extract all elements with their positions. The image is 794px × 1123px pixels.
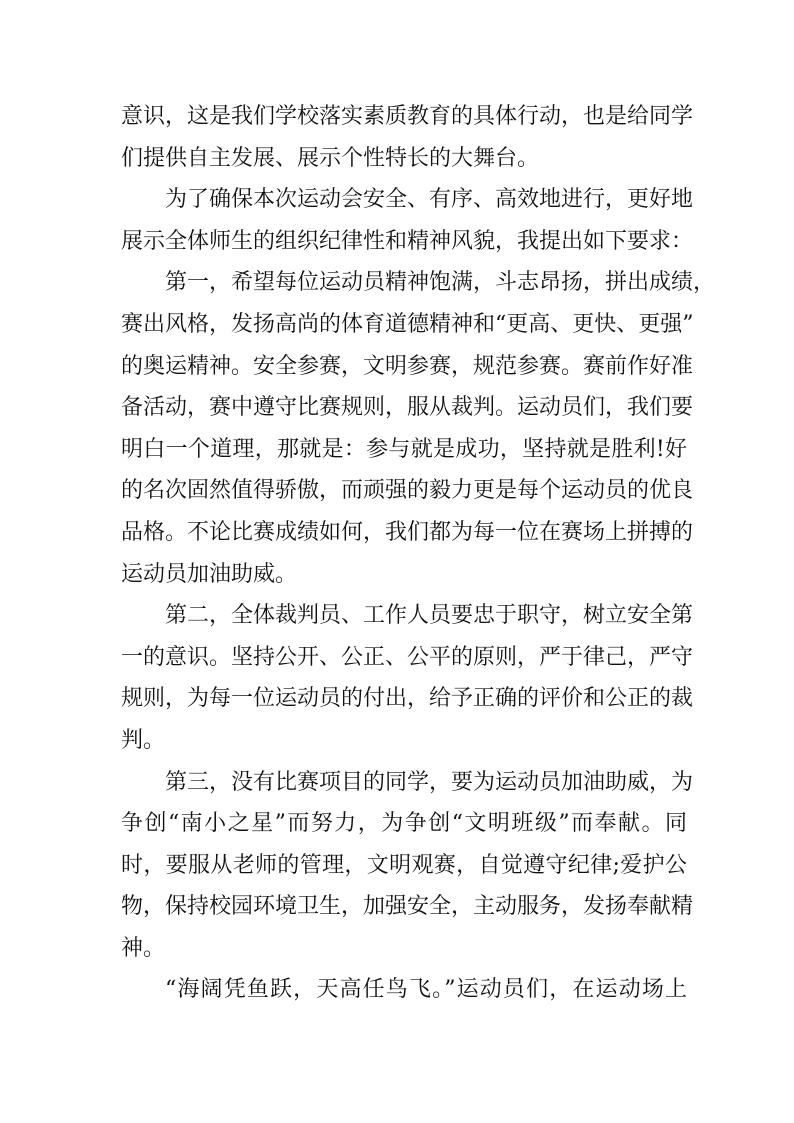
text-line: 运动员加油助威。 bbox=[121, 561, 298, 587]
text-line: 规则，为每一位运动员的付出，给予正确的评价和公正的裁 bbox=[121, 686, 694, 712]
text-line: 时，要服从老师的管理，文明观赛，自觉遵守纪律;爱护公 bbox=[121, 852, 687, 878]
text-line: 第二，全体裁判员、工作人员要忠于职守，树立安全第 bbox=[165, 603, 694, 629]
text-line: 品格。不论比赛成绩如何，我们都为每一位在赛场上拼搏的 bbox=[121, 519, 694, 545]
text-line: “海阔凭鱼跃，天高任鸟飞。”运动员们，在运动场上 bbox=[165, 977, 687, 1003]
text-line: 第一，希望每位运动员精神饱满，斗志昂扬，拼出成绩， bbox=[165, 270, 716, 296]
text-line: 的名次固然值得骄傲，而顽强的毅力更是每个运动员的优良 bbox=[121, 478, 694, 504]
text-line: 判。 bbox=[121, 727, 166, 753]
text-line: 们提供自主发展、展示个性特长的大舞台。 bbox=[121, 145, 540, 171]
document-body bbox=[121, 96, 716, 1011]
text-line: 物，保持校园环境卫生，加强安全，主动服务，发扬奉献精 bbox=[121, 894, 694, 920]
text-line: 第三，没有比赛项目的同学，要为运动员加油助威，为 bbox=[165, 769, 694, 795]
text-line: 展示全体师生的组织纪律性和精神风貌，我提出如下要求： bbox=[121, 228, 694, 254]
text-line: 备活动，赛中遵守比赛规则，服从裁判。运动员们，我们要 bbox=[121, 395, 694, 421]
text-line: 明白一个道理，那就是：参与就是成功，坚持就是胜利!好 bbox=[121, 436, 687, 462]
text-line: 争创“南小之星”而努力，为争创“文明班级”而奉献。同 bbox=[121, 811, 687, 837]
text-line: 为了确保本次运动会安全、有序、高效地进行，更好地 bbox=[165, 187, 694, 213]
text-line: 意识，这是我们学校落实素质教育的具体行动，也是给同学 bbox=[121, 104, 694, 129]
text-line: 神。 bbox=[121, 935, 166, 961]
text-line: 的奥运精神。安全参赛，文明参赛，规范参赛。赛前作好准 bbox=[121, 353, 694, 379]
text-line: 赛出风格，发扬高尚的体育道德精神和“更高、更快、更强” bbox=[121, 311, 694, 337]
text-line: 一的意识。坚持公开、公正、公平的原则，严于律己，严守 bbox=[121, 644, 694, 670]
